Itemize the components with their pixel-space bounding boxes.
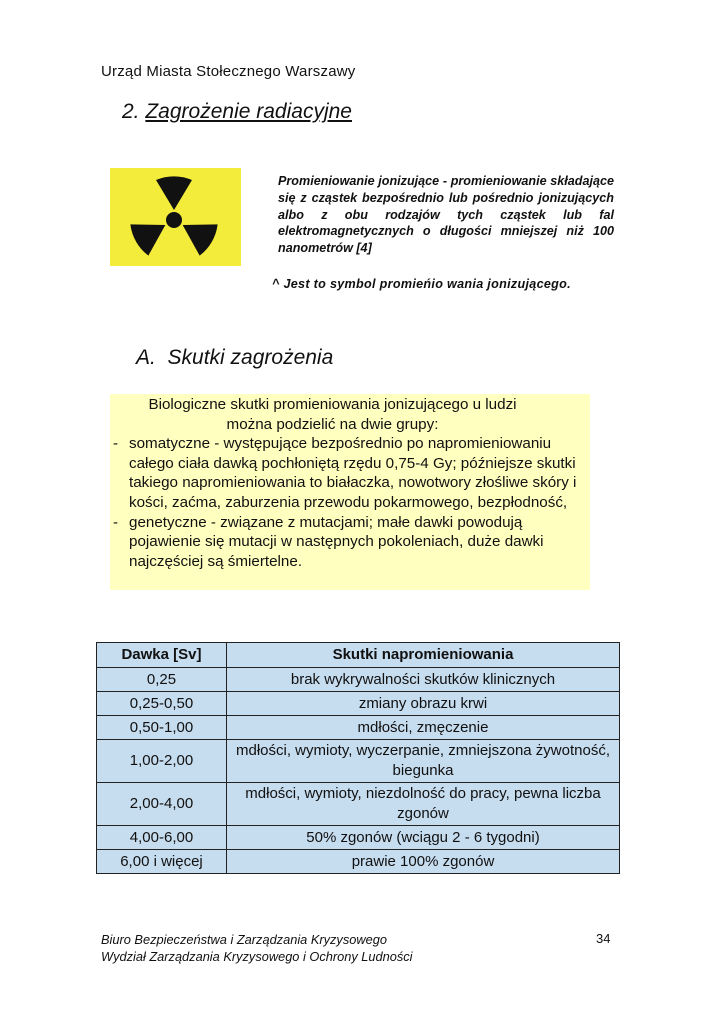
definition-text: Promieniowanie jonizujące - promieniowanie składające się z cząstek bezpośrednio lub pośrednio jonizujących albo z obu rodzajów tych cząstek lub fal elektromagnetycznych o długości mniejszej niż 100 nanometrów [4] [278, 174, 614, 256]
effects-item-text: genetyczne - związane z mutacjami; małe dawki powodują pojawienie się mutacji w następnych pokoleniach, duże dawki najczęściej są śmiertelne. [129, 513, 544, 570]
dose-cell: 6,00 i więcej [97, 850, 227, 874]
effect-cell: prawie 100% zgonów [227, 850, 620, 874]
effect-cell: brak wykrywalności skutków klinicznych [227, 668, 620, 692]
effects-item-somatic [113, 434, 598, 512]
effects-item-genetic [113, 513, 598, 572]
table-header-row [97, 643, 620, 668]
dose-effects-table [96, 642, 620, 874]
table-row [97, 783, 620, 826]
list-dash: - [113, 513, 119, 531]
section-title [122, 100, 352, 124]
effect-cell: 50% zgonów (wciągu 2 - 6 tygodni) [227, 826, 620, 850]
effects-intro-line2: można podzielić na dwie grupy: [226, 415, 439, 433]
footer-line2: Wydział Zarządzania Kryzysowego i Ochrony Ludności [101, 949, 413, 964]
footer [101, 931, 413, 965]
document-header: Urząd Miasta Stołecznego Warszawy [101, 63, 356, 80]
effects-intro-line1: Biologiczne skutki promieniowania jonizującego u ludzi [148, 396, 517, 413]
section-number: 2. [122, 100, 140, 123]
section-title-text: Zagrożenie radiacyjne [145, 100, 352, 123]
effect-cell: zmiany obrazu krwi [227, 692, 620, 716]
table-row [97, 668, 620, 692]
column-header-effects: Skutki napromieniowania [227, 643, 620, 668]
symbol-note: ^ Jest to symbol promieńio wania jonizującego. [272, 277, 571, 291]
dose-cell: 2,00-4,00 [97, 783, 227, 826]
radiation-symbol [110, 168, 241, 266]
page-number: 34 [596, 931, 611, 946]
table-row [97, 850, 620, 874]
table-row [97, 716, 620, 740]
table-row [97, 740, 620, 783]
subsection-title [136, 346, 333, 370]
dose-cell: 0,25 [97, 668, 227, 692]
dose-cell: 0,25-0,50 [97, 692, 227, 716]
effect-cell: mdłości, zmęczenie [227, 716, 620, 740]
list-dash: - [113, 435, 119, 453]
effects-text [113, 395, 598, 571]
dose-cell: 0,50-1,00 [97, 716, 227, 740]
radiation-trefoil-icon [110, 168, 241, 266]
subsection-title-text: Skutki zagrożenia [167, 346, 334, 369]
column-header-dose: Dawka [Sv] [97, 643, 227, 668]
dose-cell: 4,00-6,00 [97, 826, 227, 850]
effects-item-text: somatyczne - występujące bezpośrednio po napromieniowaniu całego ciała dawką pochłoniętą rzędu 0,75-4 Gy; późniejsze skutki takiego napromieniowania to białaczka, nowotwory złośliwe skóry i kości, zaćma, zaburzenia przewodu pokarmowego, bezpłodność, [129, 435, 577, 511]
footer-line1: Biuro Bezpieczeństwa i Zarządzania Kryzysowego [101, 932, 387, 947]
subsection-letter: A. [136, 346, 156, 369]
effect-cell: mdłości, wymioty, niezdolność do pracy, pewna liczba zgonów [227, 783, 620, 826]
table-row [97, 692, 620, 716]
effect-cell: mdłości, wymioty, wyczerpanie, zmniejszona żywotność, biegunka [227, 740, 620, 783]
dose-cell: 1,00-2,00 [97, 740, 227, 783]
table-row [97, 826, 620, 850]
